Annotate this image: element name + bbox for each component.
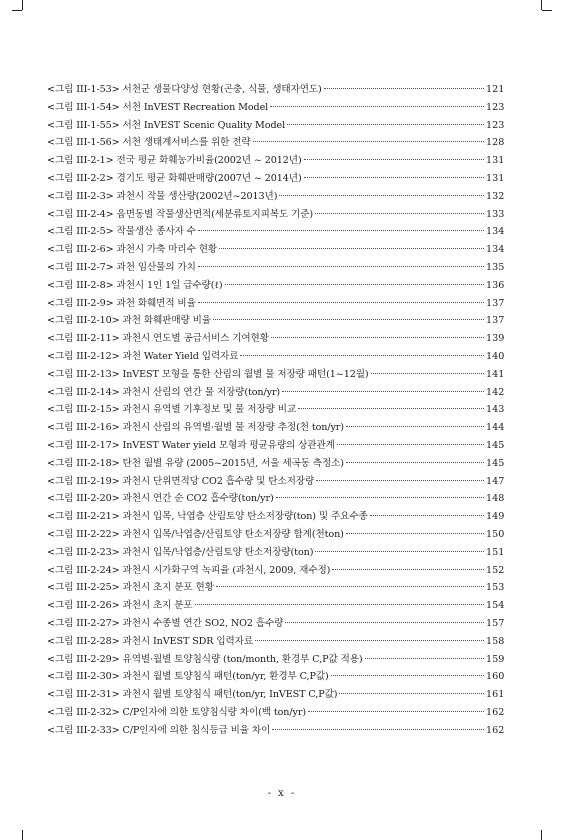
figure-page-number: 148 <box>486 493 505 505</box>
figure-page-number: 123 <box>486 101 505 113</box>
figure-page-number: 142 <box>486 386 505 398</box>
dot-leader <box>195 604 484 605</box>
figure-title: C/P인자에 의한 침식등급 비율 차이 <box>122 724 271 736</box>
figure-list-entry[interactable] <box>47 99 505 117</box>
figure-label: <그림 III-2-30> <box>47 671 120 683</box>
figure-title: InVEST 모형을 통한 산림의 월별 물 저장량 패턴(1~12월) <box>122 368 369 380</box>
figure-page-number: 133 <box>486 208 505 220</box>
figure-title: 과천시 연간 순 CO2 흡수량(ton/yr) <box>122 493 274 505</box>
figure-page-number: 149 <box>486 511 505 523</box>
dot-leader <box>225 284 484 285</box>
figure-list <box>47 81 505 739</box>
figure-label: <그림 III-2-1> <box>47 155 114 167</box>
dot-leader <box>308 711 484 712</box>
figure-label: <그림 III-2-5> <box>47 226 114 238</box>
figure-title: 서천 생태계서비스를 위한 전략 <box>122 137 251 149</box>
figure-page-number: 152 <box>486 564 505 576</box>
dot-leader <box>331 675 484 676</box>
dot-leader <box>315 551 484 552</box>
figure-page-number: 162 <box>486 724 505 736</box>
figure-label: <그림 III-2-17> <box>47 439 120 451</box>
figure-list-entry[interactable] <box>47 419 505 437</box>
figure-label: <그림 III-2-6> <box>47 244 114 256</box>
figure-list-entry[interactable] <box>47 134 505 152</box>
figure-label: <그림 III-2-11> <box>47 333 120 345</box>
figure-page-number: 153 <box>486 582 505 594</box>
figure-label: <그림 III-2-2> <box>47 172 114 184</box>
crop-mark-top-right-h <box>542 10 552 11</box>
figure-title: 과천 Water Yield 입력자료 <box>122 350 239 362</box>
dot-leader <box>339 693 484 694</box>
figure-list-entry[interactable] <box>47 330 505 348</box>
figure-page-number: 123 <box>486 119 505 131</box>
figure-page-number: 145 <box>486 457 505 469</box>
figure-list-entry[interactable] <box>47 117 505 135</box>
figure-label: <그림 III-2-24> <box>47 564 120 576</box>
figure-title: 과천시 초지 분포 현황 <box>122 582 214 594</box>
figure-label: <그림 III-2-23> <box>47 546 120 558</box>
figure-page-number: 131 <box>486 172 505 184</box>
figure-title: 과천시 월별 토양침식 패턴(ton/yr, 환경부 C,P값) <box>122 671 329 683</box>
figure-page-number: 160 <box>486 671 505 683</box>
dot-leader <box>365 658 484 659</box>
dot-leader <box>198 230 484 231</box>
figure-label: <그림 III-2-4> <box>47 208 114 220</box>
figure-list-entry[interactable] <box>47 188 505 206</box>
figure-page-number: 161 <box>486 689 505 701</box>
figure-label: <그림 III-2-21> <box>47 511 120 523</box>
figure-label: <그림 III-1-53> <box>47 84 120 95</box>
figure-title: 읍면동별 작물생산면적(세분류토지피복도 기준) <box>116 208 314 220</box>
figure-list-entry[interactable] <box>47 206 505 224</box>
figure-title: 과천시 초지 분포 <box>122 600 193 612</box>
figure-title: 서천군 생물다양성 현황(곤충, 식물, 생태자연도) <box>122 84 322 95</box>
dot-leader <box>213 319 484 320</box>
figure-label: <그림 III-1-54> <box>47 101 120 113</box>
figure-title: 작물생산 종사자 수 <box>116 226 196 238</box>
dot-leader <box>255 640 484 641</box>
figure-title: 과천시 1인 1일 급수량(ℓ) <box>116 279 223 291</box>
figure-page-number: 159 <box>486 653 505 665</box>
figure-list-entry[interactable] <box>47 437 505 455</box>
figure-list-entry[interactable] <box>47 544 505 562</box>
figure-list-entry[interactable] <box>47 384 505 402</box>
dot-leader <box>371 373 484 374</box>
figure-page-number: 158 <box>486 635 505 647</box>
figure-label: <그림 III-2-3> <box>47 190 114 202</box>
figure-list-entry[interactable] <box>47 651 505 669</box>
figure-label: <그림 III-2-15> <box>47 404 120 416</box>
figure-page-number: 137 <box>486 297 505 309</box>
dot-leader <box>285 622 484 623</box>
dot-leader <box>346 426 484 427</box>
figure-list-entry[interactable] <box>47 597 505 615</box>
figure-list-entry[interactable] <box>47 668 505 686</box>
figure-title: C/P인자에 의한 토양침식량 차이(백 ton/yr) <box>122 706 306 718</box>
figure-label: <그림 III-2-32> <box>47 706 120 718</box>
dot-leader <box>219 248 484 249</box>
figure-label: <그림 III-2-19> <box>47 475 120 487</box>
figure-label: <그림 III-2-10> <box>47 315 120 327</box>
figure-title: InVEST Water yield 모형과 평균유량의 상관관계 <box>122 439 335 451</box>
dot-leader <box>316 480 484 481</box>
dot-leader <box>271 337 484 338</box>
figure-list-entry[interactable] <box>47 295 505 313</box>
figure-page-number: 131 <box>486 155 505 167</box>
figure-title: 탄천 월별 유량 (2005~2015년, 서울 세곡동 측정소) <box>122 457 344 469</box>
figure-list-entry[interactable] <box>47 348 505 366</box>
figure-list-entry[interactable] <box>47 81 505 99</box>
page-number: - x - <box>267 788 297 799</box>
dot-leader <box>272 729 484 730</box>
dot-leader <box>304 159 484 160</box>
figure-list-entry[interactable] <box>47 259 505 277</box>
dot-leader <box>346 533 484 534</box>
dot-leader <box>276 497 484 498</box>
dot-leader <box>337 444 484 445</box>
figure-page-number: 139 <box>486 333 505 345</box>
figure-page-number: 128 <box>486 137 505 149</box>
figure-list-entry[interactable] <box>47 241 505 259</box>
crop-mark-top-right <box>541 0 542 10</box>
figure-title: 서천 InVEST Recreation Model <box>122 101 269 113</box>
figure-title: 과천시 유역별 기후정보 및 물 저장량 비교 <box>122 404 297 416</box>
dot-leader <box>304 177 484 178</box>
figure-title: 과천시 시가화구역 녹피율 (과천시, 2009, 재수정) <box>122 564 331 576</box>
figure-title: 과천시 산림의 유역별·월별 물 저장량 추정(천 ton/yr) <box>122 422 344 434</box>
figure-label: <그림 III-2-9> <box>47 297 114 309</box>
crop-mark-bottom-right <box>541 830 542 840</box>
figure-list-entry[interactable] <box>47 526 505 544</box>
figure-label: <그림 III-2-18> <box>47 457 120 469</box>
figure-title: 과천 화훼판매량 비율 <box>122 315 211 327</box>
dot-leader <box>332 569 484 570</box>
figure-title: 서천 InVEST Scenic Quality Model <box>122 119 286 131</box>
figure-list-entry[interactable] <box>47 473 505 491</box>
figure-title: 과천시 입목/낙엽층/산림토양 탄소저장량(ton) <box>122 546 314 558</box>
figure-list-entry[interactable] <box>47 455 505 473</box>
figure-list-entry[interactable] <box>47 366 505 384</box>
figure-title: 전국 평균 화훼농가비율(2002년 ~ 2012년) <box>116 155 302 167</box>
crop-mark-top-left <box>22 0 23 10</box>
dot-leader <box>279 195 484 196</box>
figure-list-entry[interactable] <box>47 722 505 740</box>
figure-page-number: 162 <box>486 706 505 718</box>
figure-label: <그림 III-2-16> <box>47 422 120 434</box>
figure-title: 과천시 월별 토양침식 패턴(ton/yr, InVEST C,P값) <box>122 689 338 701</box>
figure-label: <그림 III-2-12> <box>47 350 120 362</box>
dot-leader <box>253 141 484 142</box>
figure-page-number: 137 <box>486 315 505 327</box>
figure-title: 유역별·월별 토양침식량 (ton/month, 환경부 C,P값 적용) <box>122 653 363 665</box>
figure-label: <그림 III-2-7> <box>47 261 114 273</box>
dot-leader <box>270 106 484 107</box>
figure-label: <그림 III-2-8> <box>47 279 114 291</box>
figure-list-entry[interactable] <box>47 170 505 188</box>
figure-label: <그림 III-2-14> <box>47 386 120 398</box>
figure-page-number: 151 <box>486 546 505 558</box>
figure-label: <그림 III-2-28> <box>47 635 120 647</box>
figure-page-number: 147 <box>486 475 505 487</box>
dot-leader <box>216 586 484 587</box>
figure-page-number: 144 <box>486 422 505 434</box>
figure-page-number: 141 <box>486 368 505 380</box>
figure-list-entry[interactable] <box>47 508 505 526</box>
figure-label: <그림 III-2-26> <box>47 600 120 612</box>
figure-title: 과천시 단위면적당 CO2 흡수량 및 탄소저장량 <box>122 475 315 487</box>
figure-title: 과천 임산물의 가치 <box>116 261 196 273</box>
crop-mark-top-left-h <box>12 10 22 11</box>
figure-list-entry[interactable] <box>47 152 505 170</box>
figure-list-entry[interactable] <box>47 223 505 241</box>
figure-title: 과천시 수종별 연간 SO2, NO2 흡수량 <box>122 617 284 629</box>
figure-title: 경기도 평균 화훼판매량(2007년 ~ 2014년) <box>116 172 302 184</box>
figure-list-entry[interactable] <box>47 277 505 295</box>
figure-page-number: 140 <box>486 350 505 362</box>
figure-title: 과천시 가축 마리수 현황 <box>116 244 218 256</box>
figure-title: 과천시 산림의 연간 물 저장량(ton/yr) <box>122 386 281 398</box>
figure-page-number: 135 <box>486 261 505 273</box>
figure-label: <그림 III-2-22> <box>47 528 120 540</box>
figure-page-number: 134 <box>486 226 505 238</box>
figure-page-number: 132 <box>486 190 505 202</box>
figure-label: <그림 III-2-27> <box>47 617 120 629</box>
figure-title: 과천시 연도별 공급서비스 기여현황 <box>122 333 269 345</box>
dot-leader <box>298 408 484 409</box>
figure-page-number: 157 <box>486 617 505 629</box>
dot-leader <box>198 266 484 267</box>
figure-label: <그림 III-2-13> <box>47 368 120 380</box>
figure-page-number: 150 <box>486 528 505 540</box>
figure-page-number: 134 <box>486 244 505 256</box>
figure-title: 과천시 입목, 낙엽층 산림토양 탄소저장량(ton) 및 주요수종 <box>122 511 368 523</box>
figure-list-entry[interactable] <box>47 562 505 580</box>
figure-list-entry[interactable] <box>47 633 505 651</box>
figure-page-number: 136 <box>486 279 505 291</box>
figure-label: <그림 III-2-29> <box>47 653 120 665</box>
figure-label: <그림 III-2-20> <box>47 493 120 505</box>
figure-title: 과천시 작물 생산량(2002년~2013년) <box>116 190 278 202</box>
crop-mark-bottom-left <box>22 830 23 840</box>
figure-list-entry[interactable] <box>47 615 505 633</box>
dot-leader <box>282 391 484 392</box>
figure-title: 과천시 입목/낙엽층/산림토양 탄소저장량 합계(천ton) <box>122 528 344 540</box>
figure-list-entry[interactable] <box>47 401 505 419</box>
dot-leader <box>370 515 484 516</box>
figure-label: <그림 III-1-56> <box>47 137 120 149</box>
figure-list-entry[interactable] <box>47 686 505 704</box>
dot-leader <box>315 213 484 214</box>
figure-label: <그림 III-1-55> <box>47 119 120 131</box>
dot-leader <box>287 124 484 125</box>
dot-leader <box>324 88 484 89</box>
figure-title: 과천 화훼면적 비율 <box>116 297 196 309</box>
figure-page-number: 143 <box>486 404 505 416</box>
figure-list-entry[interactable] <box>47 579 505 597</box>
figure-page-number: 121 <box>486 84 505 95</box>
figure-label: <그림 III-2-33> <box>47 724 120 736</box>
figure-list-entry[interactable] <box>47 490 505 508</box>
dot-leader <box>240 355 484 356</box>
figure-label: <그림 III-2-31> <box>47 689 120 701</box>
dot-leader <box>346 462 484 463</box>
figure-list-entry[interactable] <box>47 704 505 722</box>
figure-title: 과천시 InVEST SDR 입력자료 <box>122 635 254 647</box>
dot-leader <box>198 302 484 303</box>
figure-list-entry[interactable] <box>47 312 505 330</box>
figure-label: <그림 III-2-25> <box>47 582 120 594</box>
figure-page-number: 154 <box>486 600 505 612</box>
figure-page-number: 145 <box>486 439 505 451</box>
